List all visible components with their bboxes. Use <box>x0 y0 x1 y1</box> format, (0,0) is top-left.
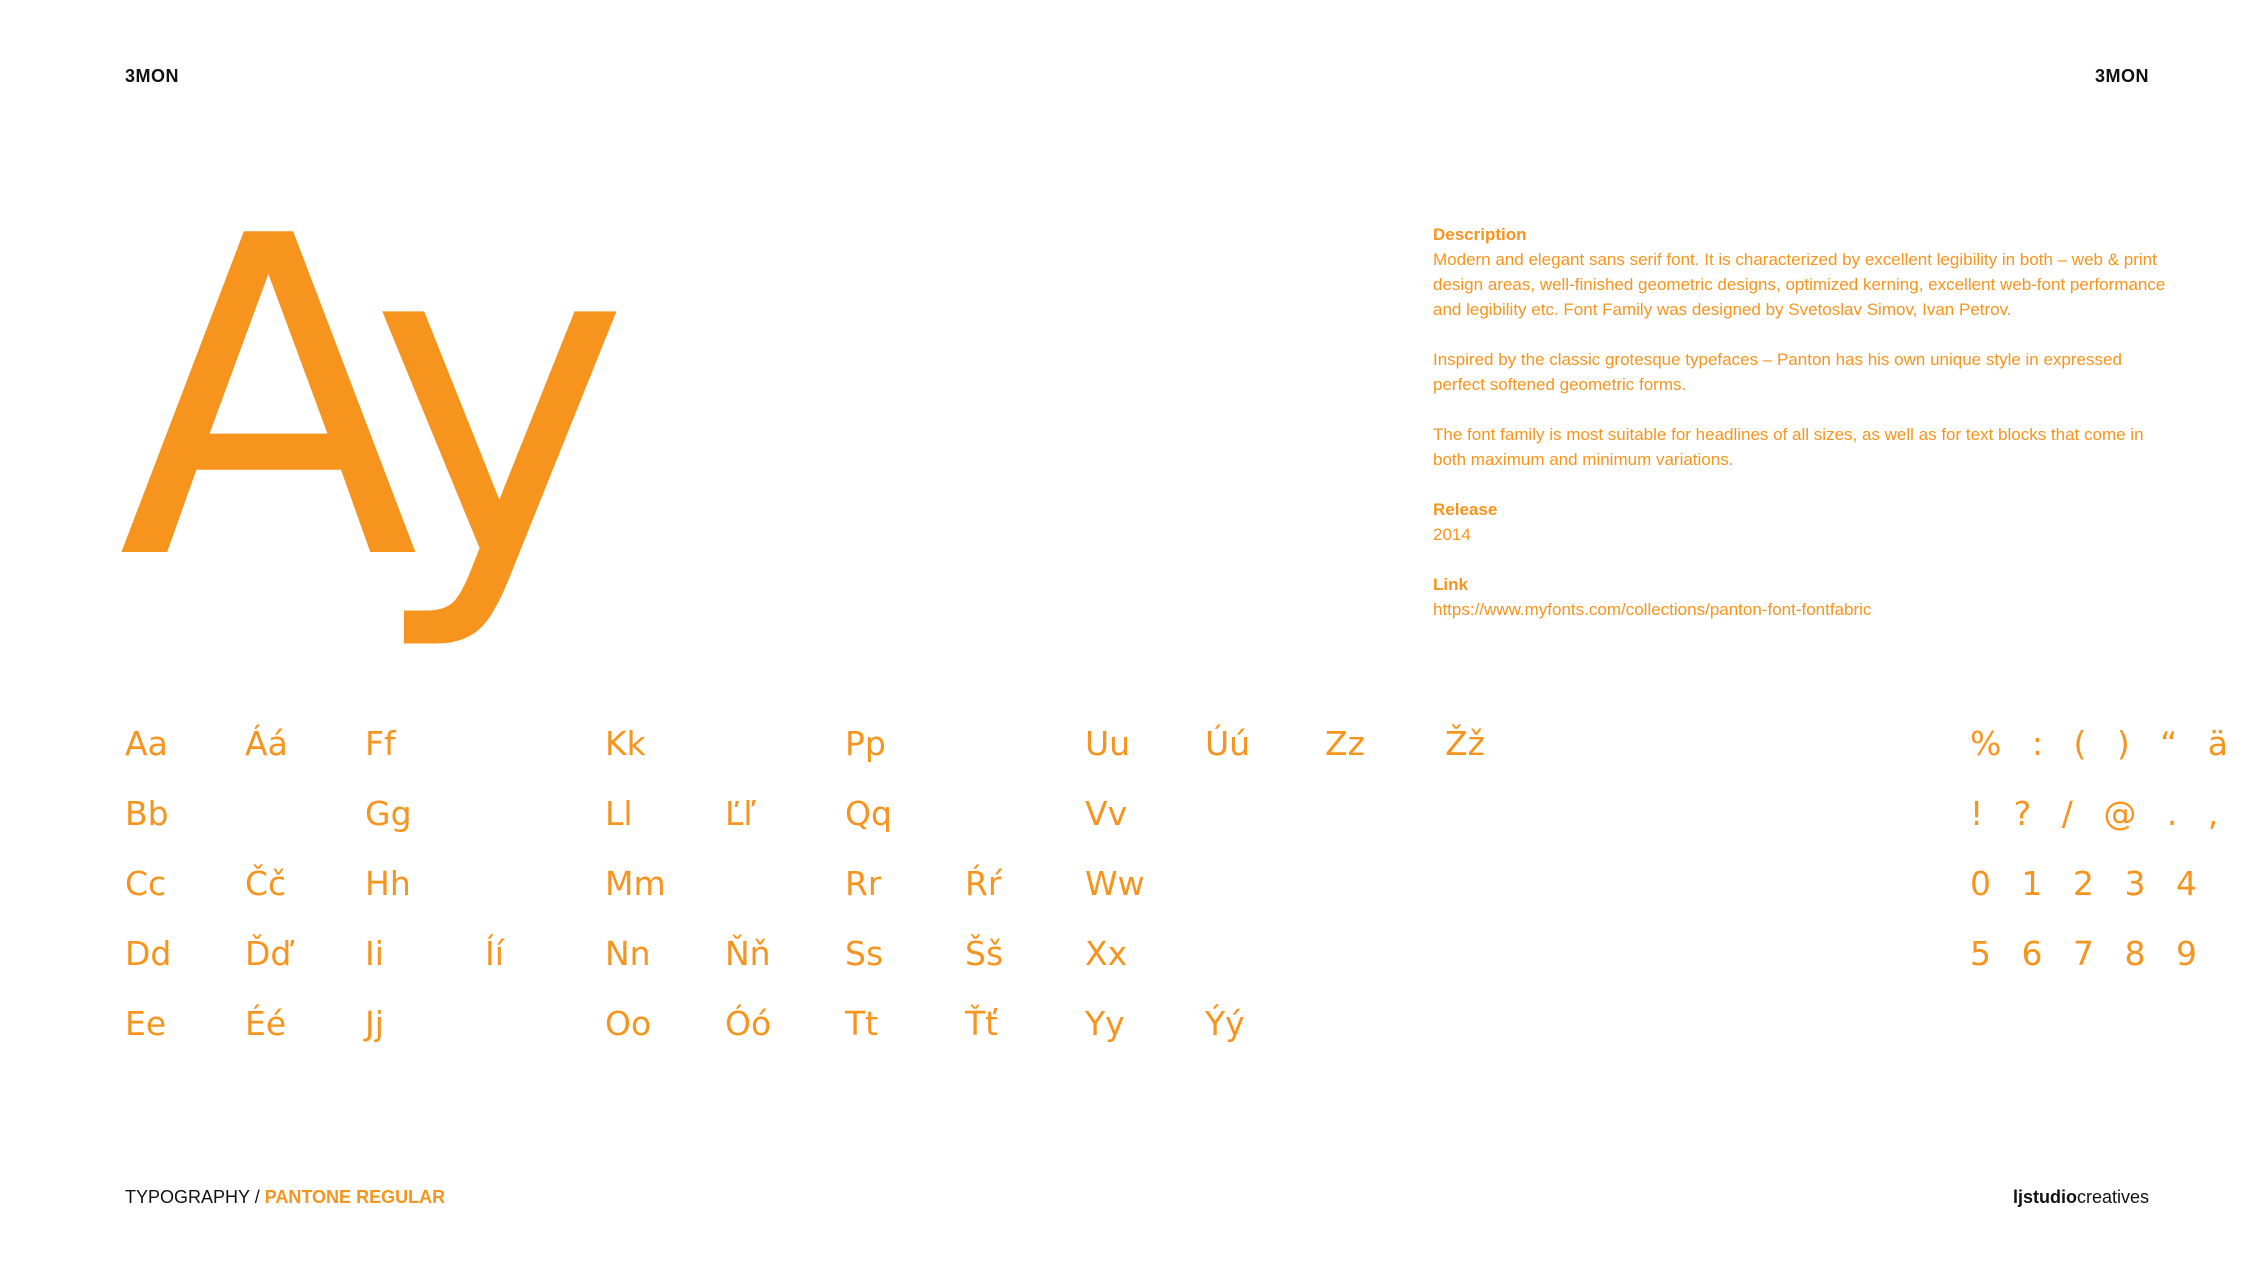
studio-name-light: creatives <box>2076 1187 2149 1207</box>
glyph-pair: Xx <box>1085 934 1128 973</box>
section-label: TYPOGRAPHY <box>125 1187 250 1207</box>
glyph-pair: Ii <box>365 934 384 973</box>
specimen-glyphs: Ay <box>118 144 610 656</box>
spacer <box>1433 322 2173 347</box>
glyph-pair: Mm <box>605 864 666 903</box>
glyph-pair: Ee <box>125 1004 167 1043</box>
glyph-pair: Yy <box>1085 1004 1125 1043</box>
font-name: PANTONE REGULAR <box>264 1187 446 1207</box>
footer-section-label <box>125 1187 445 1208</box>
numeral-row: 5 6 7 8 9 <box>1970 934 2207 973</box>
release-title: Release <box>1433 500 1498 519</box>
glyph-pair: Tt <box>845 1004 879 1043</box>
description-line: and legibility etc. Font Family was designed by Svetoslav Simov, Ivan Petrov. <box>1433 300 2012 319</box>
brand-left: 3MON <box>125 66 180 86</box>
glyph-pair: Bb <box>125 794 169 833</box>
glyph-pair: Ŕŕ <box>965 864 1002 903</box>
glyph-pair: Vv <box>1085 794 1128 833</box>
glyph-pair: Ww <box>1085 864 1145 903</box>
glyph-pair: Uu <box>1085 724 1131 763</box>
spacer <box>1433 547 2173 572</box>
glyph-pair: Ff <box>365 724 396 763</box>
glyph-pair: Éé <box>245 1004 287 1043</box>
symbol-row: % : ( ) “ ä <box>1970 724 2238 763</box>
studio-name-bold: ljstudio <box>2012 1187 2077 1207</box>
glyph-pair: Rr <box>845 864 882 903</box>
glyph-pair: Áá <box>245 724 288 763</box>
description-line: perfect softened geometric forms. <box>1433 375 1687 394</box>
glyph-pair: Ýý <box>1205 1004 1245 1043</box>
glyph-pair: Oo <box>605 1004 652 1043</box>
brand-right: 3MON <box>2094 66 2149 86</box>
glyph-pair: Ňň <box>725 934 771 973</box>
glyph-pair: Čč <box>245 864 287 903</box>
glyph-pair: Gg <box>365 794 412 833</box>
glyph-pair: Žž <box>1445 724 1485 763</box>
description-line: both maximum and minimum variations. <box>1433 450 1734 469</box>
glyph-pair: Dd <box>125 934 172 973</box>
glyph-pair: Jj <box>365 1004 384 1043</box>
spacer <box>1433 397 2173 422</box>
description-line: design areas, well-finished geometric designs, optimized kerning, excellent web-font performance <box>1433 275 2166 294</box>
glyph-pair: Kk <box>605 724 646 763</box>
release-value: 2014 <box>1433 525 1471 544</box>
glyph-pair: Qq <box>845 794 892 833</box>
font-info <box>1433 222 2173 622</box>
glyph-pair: Nn <box>605 934 651 973</box>
glyph-pair: Ľľ <box>725 794 756 833</box>
glyph-pair: Óó <box>725 1004 772 1043</box>
glyph-pair: Aa <box>125 724 168 763</box>
glyph-pair: Hh <box>365 864 411 903</box>
spacer <box>1433 472 2173 497</box>
font-link[interactable]: https://www.myfonts.com/collections/panton-font-fontfabric <box>1433 600 1872 619</box>
symbol-row: ! ? / @ . , <box>1970 794 2229 833</box>
glyph-pair: Ďď <box>245 934 292 973</box>
glyph-pair: Cc <box>125 864 167 903</box>
glyph-pair: Íí <box>485 934 504 973</box>
glyph-pair: Šš <box>965 934 1004 973</box>
glyph-pair: Zz <box>1325 724 1365 763</box>
glyph-pair: Ťť <box>965 1004 999 1043</box>
description-line: The font family is most suitable for headlines of all sizes, as well as for text blocks that come in <box>1433 425 2144 444</box>
link-title: Link <box>1433 575 1468 594</box>
description-line: Inspired by the classic grotesque typefaces – Panton has his own unique style in expressed <box>1433 350 2122 369</box>
glyph-pair: Pp <box>845 724 886 763</box>
description-line: Modern and elegant sans serif font. It is characterized by excellent legibility in both – web & print <box>1433 250 2157 269</box>
glyph-pair: Ll <box>605 794 633 833</box>
separator: / <box>249 1187 265 1207</box>
description-title: Description <box>1433 225 1527 244</box>
glyph-pair: Ss <box>845 934 884 973</box>
glyph-pair: Úú <box>1205 724 1251 763</box>
studio-logo <box>2013 1187 2149 1208</box>
numeral-row: 0 1 2 3 4 <box>1970 864 2207 903</box>
